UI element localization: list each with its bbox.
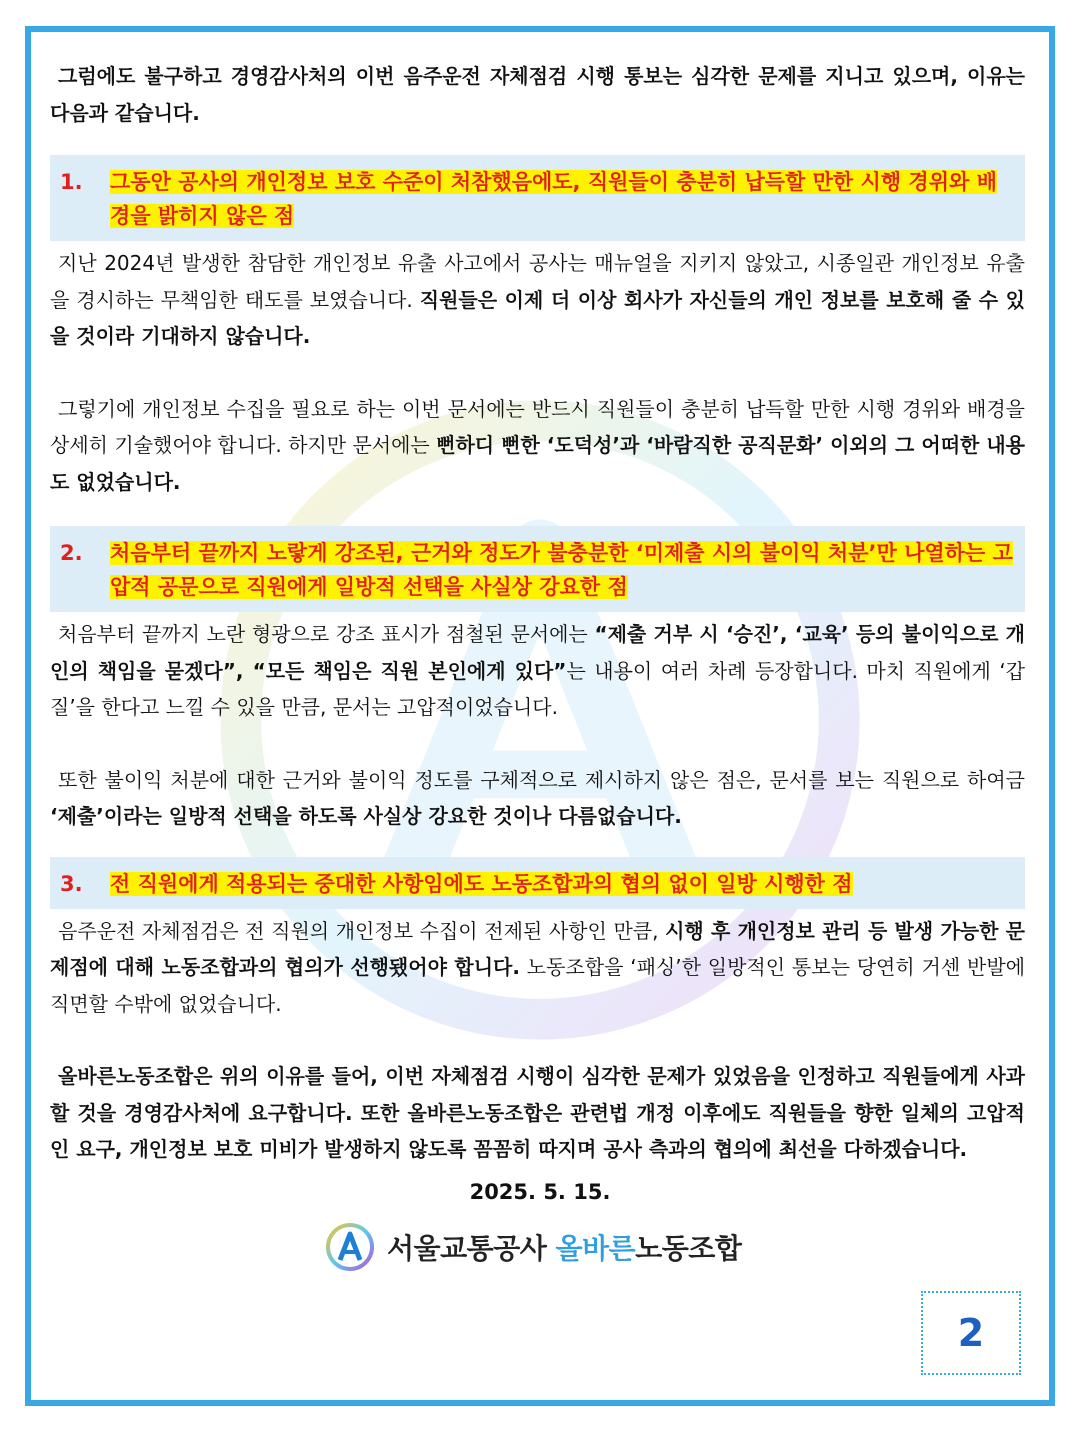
intro-paragraph: 그럼에도 불구하고 경영감사처의 이번 음주운전 자체점검 시행 통보는 심각한 문제를 지니고 있으며, 이유는 다음과 같습니다. [50,64,1025,125]
section-2-paragraph-1: 처음부터 끝까지 노란 형광으로 강조 표시가 점철된 문서에는 “제출 거부 시 ‘승진’, ‘교육’ 등의 불이익으로 개인의 책임을 묻겠다”, “모든 책임은 직원 본인에게 있다”는 내용이 여러 차례 등장합니다. 마치 직원에게 ‘갑질’을 한다고 느낄 수 있을 만큼, 문서는 고압적이었습니다. [50,622,1025,719]
page-number: 2 [957,1311,985,1355]
union-a-logo-icon [325,1222,375,1272]
conclusion-paragraph: 올바른노동조합은 위의 이유를 들어, 이번 자체점검 시행이 심각한 문제가 있었음을 인정하고 직원들에게 사과할 것을 경영감사처에 요구합니다. 또한 올바른노동조합은 관련법 개정 이후에도 직원들을 향한 일체의 고압적인 요구, 개인정보 보호 미비가 발생하지 않도록 꼼꼼히 따지며 공사 측과의 협의에 최선을 다하겠습니다. [50,1064,1025,1161]
section-number: 3. [60,871,83,896]
section-heading-3 [50,857,1025,909]
section-number: 1. [60,170,83,194]
section-title: 전 직원에게 적용되는 중대한 사항임에도 노동조합과의 협의 없이 일방 시행한 점 [110,871,853,896]
document-date: 2025. 5. 15. [469,1180,611,1204]
page-number-box [921,1291,1021,1375]
section-2-paragraph-2: 또한 불이익 처분에 대한 근거와 불이익 정도를 구체적으로 제시하지 않은 점은, 문서를 보는 직원으로 하여금 ‘제출’이라는 일방적 선택을 하도록 사실상 강요한 것이나 다름없습니다. [50,767,1025,828]
section-number: 2. [60,541,83,565]
section-title: 그동안 공사의 개인정보 보호 수준이 처참했음에도, 직원들이 충분히 납득할 만한 시행 경위와 배경을 밝히지 않은 점 [110,170,997,228]
document-body [50,58,1025,1168]
section-1-paragraph-2: 그렇기에 개인정보 수집을 필요로 하는 이번 문서에는 반드시 직원들이 충분히 납득할 만한 시행 경위와 배경을 상세히 기술했어야 합니다. 하지만 문서에는 뻔하디 뻔한 ‘도덕성’과 ‘바람직한 공직문화’ 이외의 그 어떠한 내용도 없었습니다. [50,396,1025,494]
organization-name: 서울교통공사 올바른노동조합 [387,1232,742,1265]
section-heading-1 [50,155,1025,241]
section-1-paragraph-1: 지난 2024년 발생한 참담한 개인정보 유출 사고에서 공사는 매뉴얼을 지키지 않았고, 시종일관 개인정보 유출을 경시하는 무책임한 태도를 보였습니다. 직원들은 이제 더 이상 회사가 자신들의 개인 정보를 보호해 줄 수 있을 것이라 기대하지 않습니다. [50,251,1025,348]
section-title: 처음부터 끝까지 노랗게 강조된, 근거와 정도가 불충분한 ‘미제출 시의 불이익 처분’만 나열하는 고압적 공문으로 직원에게 일방적 선택을 사실상 강요한 점 [110,541,1013,599]
section-3-paragraph-1: 음주운전 자체점검은 전 직원의 개인정보 수집이 전제된 사항인 만큼, 시행 후 개인정보 관리 등 발생 가능한 문제점에 대해 노동조합과의 협의가 선행됐어야 합니다. 노동조합을 ‘패싱’한 일방적인 통보는 당연히 거센 반발에 직면할 수밖에 없었습니다. [50,918,1026,1016]
organization-signature [325,1221,741,1273]
section-heading-2 [50,526,1025,612]
